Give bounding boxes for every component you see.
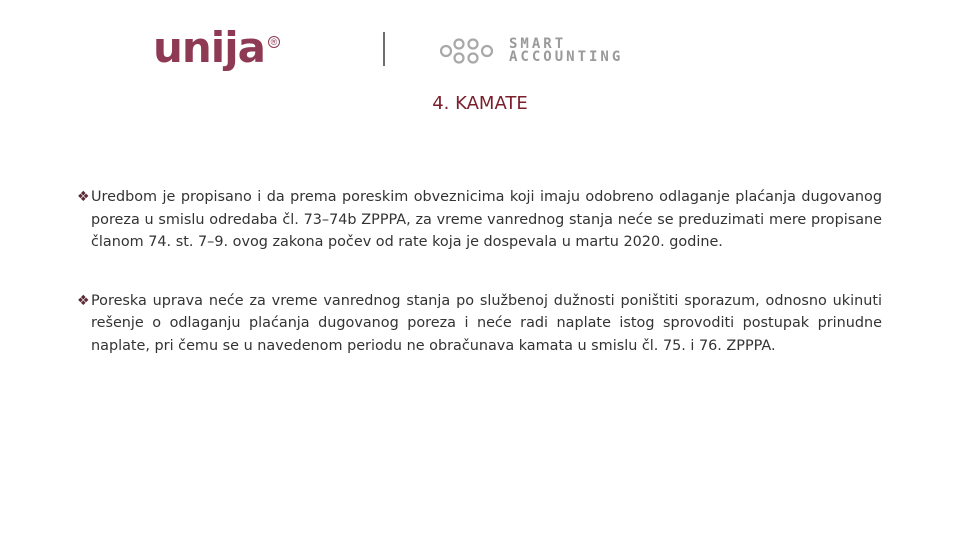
logo-divider xyxy=(383,32,385,66)
dots-cluster-icon xyxy=(437,38,495,64)
bullet-text-2: Poreska uprava neće za vreme vanrednog stanja po službenoj dužnosti poništiti sporazum, odnosno ukinuti rešenje o odlaganju plaćanja dugovanog poreza i neće radi naplate istog sprovoditi postupak prinudne naplate, pri čemu se u navedenom periodu ne obračunava kamata u smislu čl. 75. i 76. ZPPPA. xyxy=(91,292,882,354)
page-title: 4. KAMATE xyxy=(432,93,528,114)
bullet-text-1: Uredbom je propisano i da prema poreskim obveznicima koji imaju odobreno odlaganje plaćanja dugovanog poreza u smislu odredaba čl. 73–74b ZPPPA, za vreme vanrednog stanja neće se preduzimati mere propisane članom 74. st. 7–9. ovog zakona počev od rate koja je dospevala u martu 2020. godine. xyxy=(91,189,882,250)
diamond-bullet-icon: ❖ xyxy=(77,189,90,205)
bullet-item-1 xyxy=(77,186,882,254)
unija-logo xyxy=(153,23,280,72)
bullet-item-2 xyxy=(77,290,882,358)
content xyxy=(77,186,882,393)
smart-accounting-logo xyxy=(437,36,623,66)
smart-accounting-line2: ACCOUNTING xyxy=(509,49,624,65)
unija-logo-text: unija xyxy=(153,23,265,72)
header xyxy=(0,23,960,74)
smart-accounting-line1: SMART xyxy=(509,36,567,52)
diamond-bullet-icon: ❖ xyxy=(77,292,90,309)
smart-accounting-text xyxy=(509,38,623,64)
registered-mark: ® xyxy=(268,36,280,48)
